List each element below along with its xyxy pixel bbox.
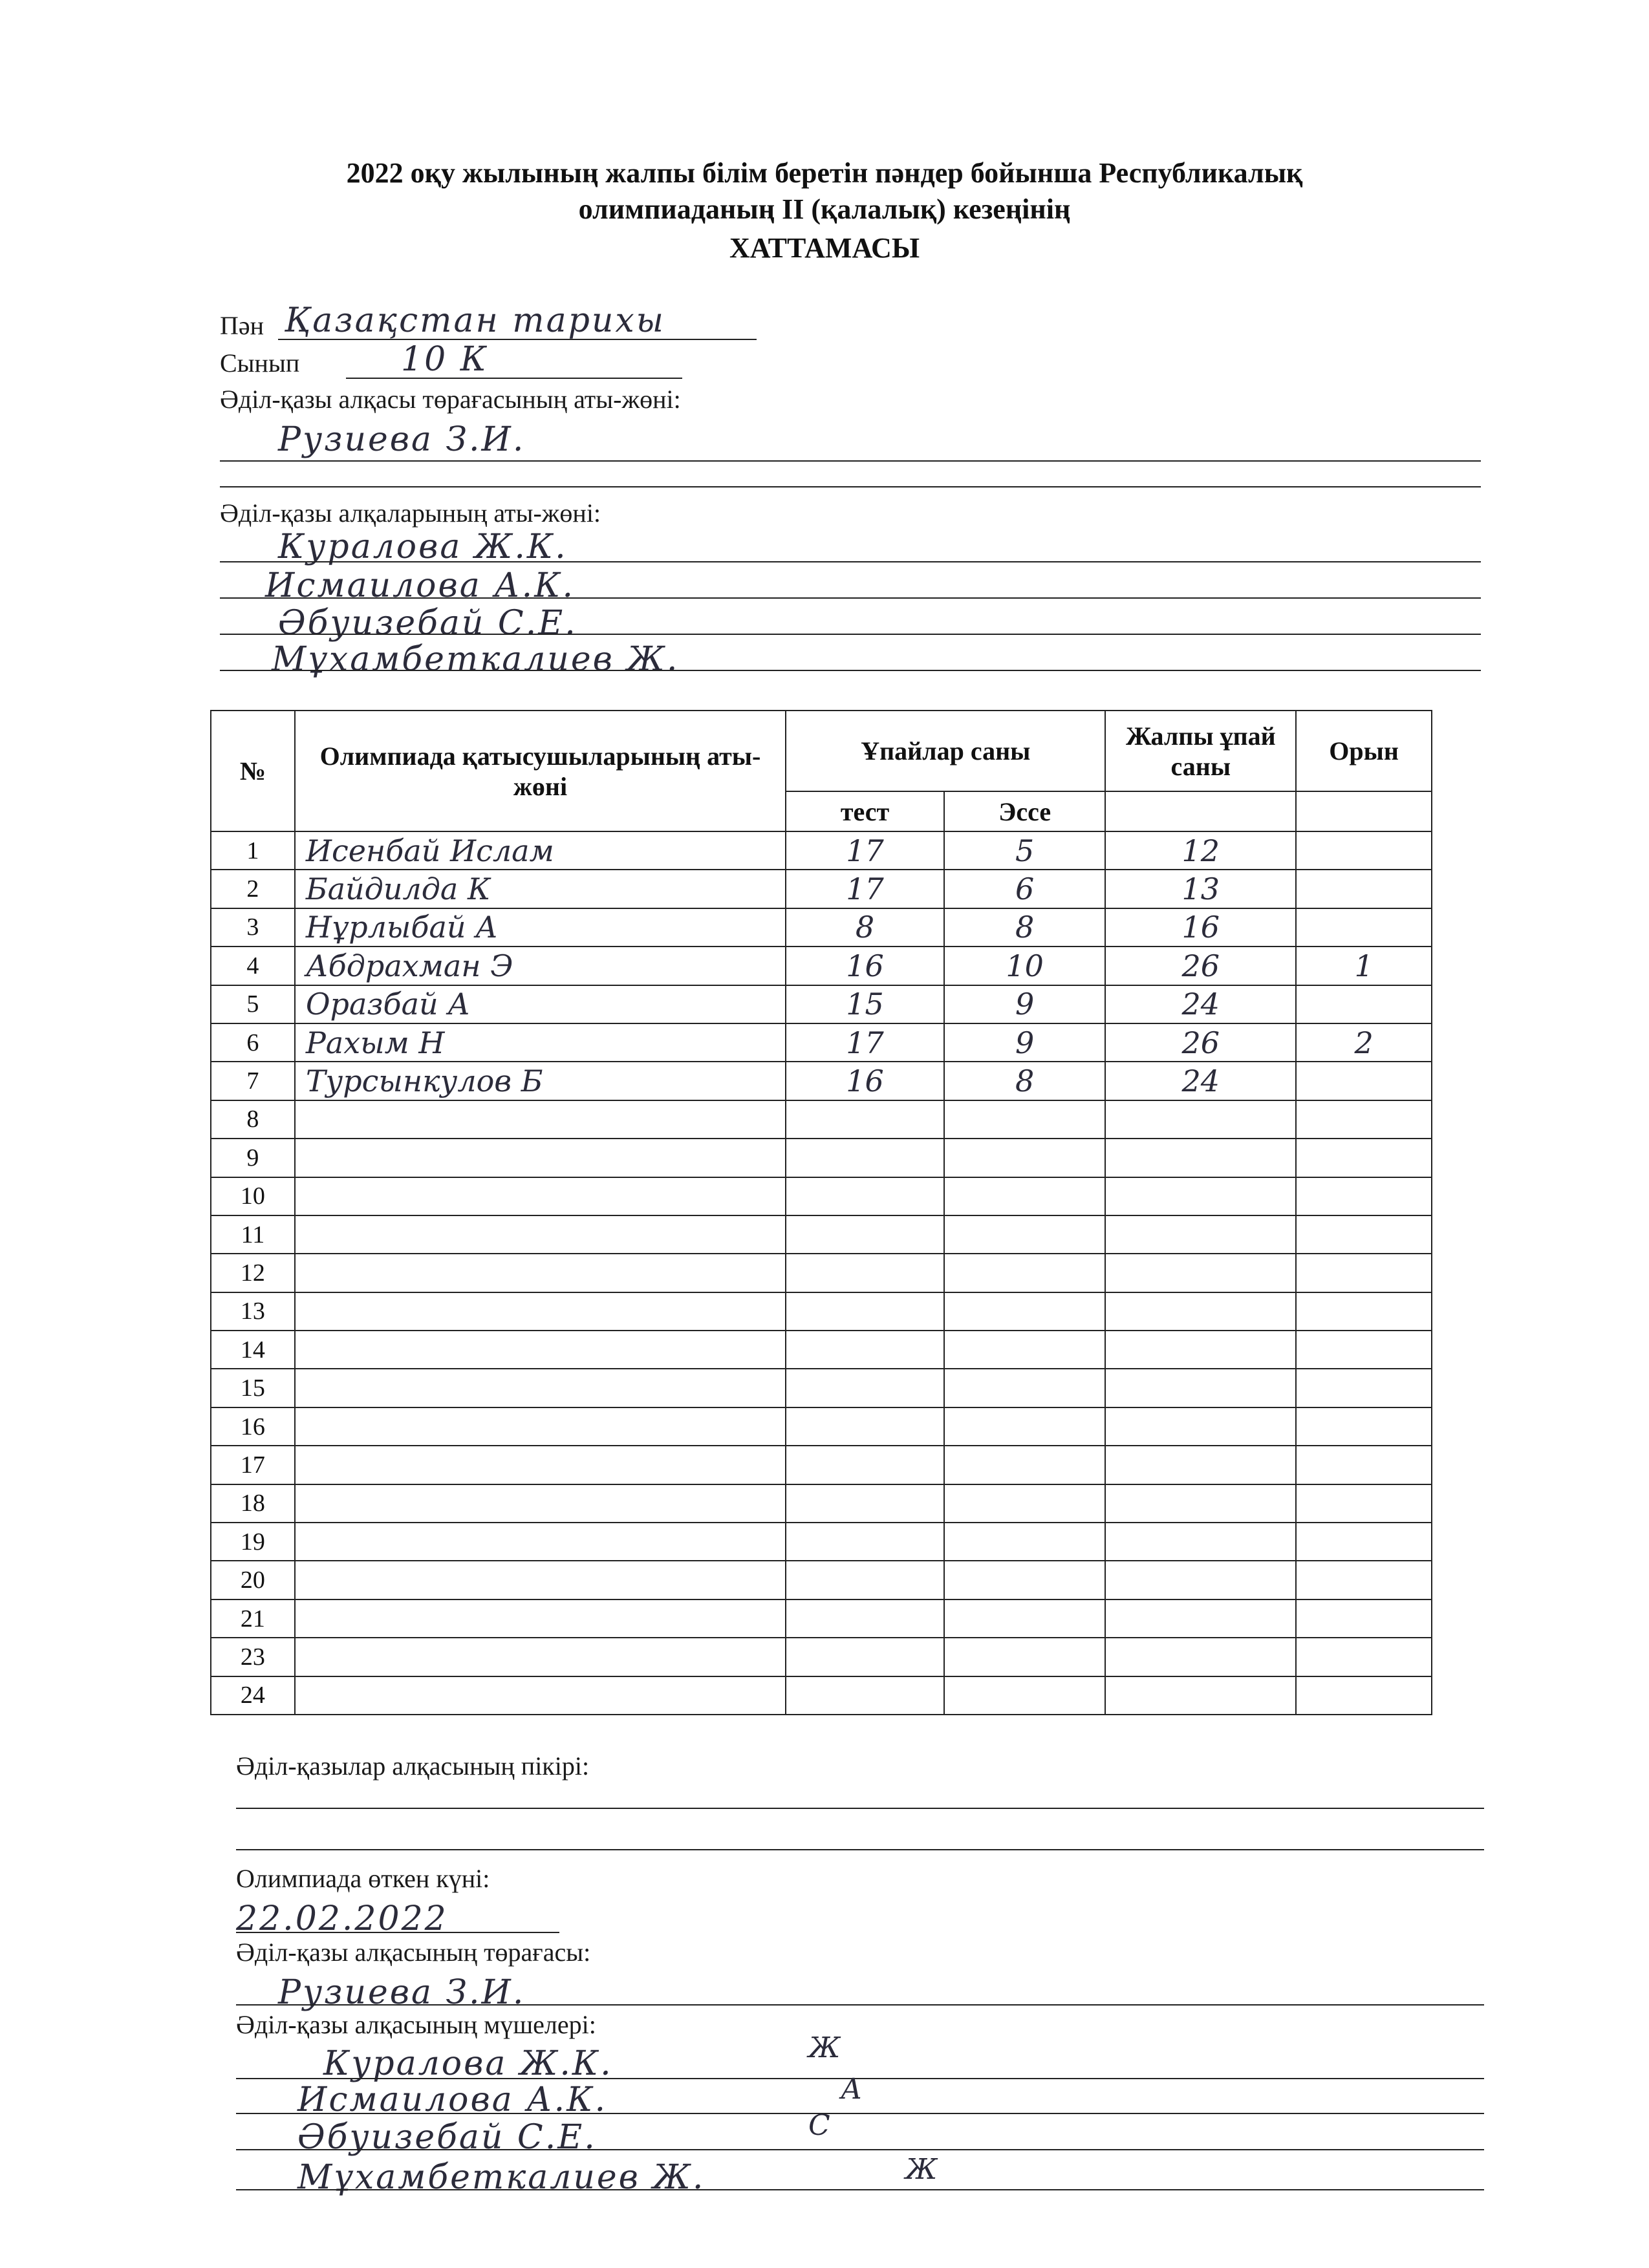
table-row bbox=[211, 1139, 1432, 1177]
members-label: Әділ-қазы алқасының мүшелері: bbox=[236, 2010, 596, 2039]
table-row bbox=[211, 1638, 1432, 1676]
participant-name bbox=[295, 1292, 786, 1331]
essay-score bbox=[944, 1638, 1106, 1676]
total-score bbox=[1105, 1215, 1296, 1254]
table-row bbox=[211, 1561, 1432, 1599]
jury-line bbox=[220, 670, 1481, 671]
place bbox=[1296, 1638, 1432, 1676]
member-name: Исмаилова А.К. bbox=[297, 2081, 607, 2119]
essay-score: 6 bbox=[944, 870, 1106, 908]
test-score bbox=[786, 1254, 944, 1292]
subject-value: Қазақстан тарихы bbox=[285, 301, 666, 340]
table-row bbox=[211, 831, 1432, 870]
essay-score: 9 bbox=[944, 1023, 1106, 1062]
row-number: 12 bbox=[211, 1254, 295, 1292]
row-number: 11 bbox=[211, 1215, 295, 1254]
total-score bbox=[1105, 1100, 1296, 1139]
date-label: Олимпиада өткен күні: bbox=[236, 1864, 490, 1893]
essay-score: 8 bbox=[944, 908, 1106, 947]
member-signature: С bbox=[808, 2109, 830, 2142]
jury-line bbox=[220, 561, 1481, 562]
member-line bbox=[236, 2113, 1484, 2114]
table-row bbox=[211, 1523, 1432, 1561]
place bbox=[1296, 1062, 1432, 1100]
header-line-1: 2022 оқу жылының жалпы білім беретін пәндер бойынша Республикалық bbox=[346, 157, 1303, 189]
essay-score: 9 bbox=[944, 985, 1106, 1023]
chair-line-1 bbox=[220, 460, 1481, 462]
opinion-label: Әділ-қазылар алқасының пікірі: bbox=[236, 1751, 590, 1781]
test-score bbox=[786, 1599, 944, 1638]
place: 1 bbox=[1296, 947, 1432, 985]
test-score: 17 bbox=[786, 1023, 944, 1062]
table-row bbox=[211, 985, 1432, 1023]
place bbox=[1296, 1446, 1432, 1484]
essay-score bbox=[944, 1292, 1106, 1331]
chair-line-2 bbox=[220, 486, 1481, 487]
chair-value: Рузиева З.И. bbox=[278, 420, 526, 459]
test-score: 17 bbox=[786, 831, 944, 870]
jury-line bbox=[220, 597, 1481, 599]
place bbox=[1296, 1676, 1432, 1715]
total-score: 16 bbox=[1105, 908, 1296, 947]
table-row bbox=[211, 1023, 1432, 1062]
place bbox=[1296, 1484, 1432, 1523]
place bbox=[1296, 985, 1432, 1023]
table-row bbox=[211, 1407, 1432, 1446]
essay-score bbox=[944, 1407, 1106, 1446]
essay-score bbox=[944, 1446, 1106, 1484]
date-underline bbox=[236, 1932, 559, 1933]
table-row bbox=[211, 1484, 1432, 1523]
test-score bbox=[786, 1369, 944, 1407]
participant-name bbox=[295, 1561, 786, 1599]
total-score bbox=[1105, 1407, 1296, 1446]
participant-name bbox=[295, 1523, 786, 1561]
table-row bbox=[211, 947, 1432, 985]
subject-underline bbox=[278, 339, 757, 340]
jury-member: Әбуизебай С.Е. bbox=[278, 604, 577, 643]
row-number: 8 bbox=[211, 1100, 295, 1139]
jury-member: Мұхамбеткалиев Ж. bbox=[272, 640, 680, 679]
place bbox=[1296, 1331, 1432, 1369]
row-number: 17 bbox=[211, 1446, 295, 1484]
member-name: Куралова Ж.К. bbox=[323, 2044, 613, 2083]
jury-label: Әділ-қазы алқаларының аты-жөні: bbox=[220, 498, 601, 528]
header-total: Жалпы ұпай саны bbox=[1105, 711, 1296, 791]
essay-score bbox=[944, 1215, 1106, 1254]
member-name: Мұхамбеткалиев Ж. bbox=[297, 2158, 706, 2197]
essay-score bbox=[944, 1331, 1106, 1369]
class-value: 10 К bbox=[401, 340, 488, 379]
jury-line bbox=[220, 634, 1481, 635]
header-test: тест bbox=[786, 791, 944, 831]
participant-name: Турсынкулов Б bbox=[295, 1062, 786, 1100]
participant-name bbox=[295, 1369, 786, 1407]
member-signature: Ж bbox=[808, 2031, 841, 2064]
participant-name bbox=[295, 1484, 786, 1523]
row-number: 21 bbox=[211, 1599, 295, 1638]
row-number: 6 bbox=[211, 1023, 295, 1062]
test-score: 8 bbox=[786, 908, 944, 947]
participant-name bbox=[295, 1215, 786, 1254]
total-score: 26 bbox=[1105, 947, 1296, 985]
test-score: 16 bbox=[786, 1062, 944, 1100]
essay-score bbox=[944, 1523, 1106, 1561]
total-score bbox=[1105, 1638, 1296, 1676]
header-place-sub bbox=[1296, 791, 1432, 831]
essay-score bbox=[944, 1100, 1106, 1139]
test-score bbox=[786, 1215, 944, 1254]
participant-name: Байдилда К bbox=[295, 870, 786, 908]
essay-score bbox=[944, 1484, 1106, 1523]
table-row bbox=[211, 1369, 1432, 1407]
place bbox=[1296, 1215, 1432, 1254]
participant-name: Исенбай Ислам bbox=[295, 831, 786, 870]
row-number: 13 bbox=[211, 1292, 295, 1331]
participant-name bbox=[295, 1100, 786, 1139]
test-score bbox=[786, 1100, 944, 1139]
member-line bbox=[236, 2149, 1484, 2150]
jury-member: Куралова Ж.К. bbox=[278, 528, 568, 566]
essay-score bbox=[944, 1599, 1106, 1638]
table-row bbox=[211, 1062, 1432, 1100]
place bbox=[1296, 1407, 1432, 1446]
place bbox=[1296, 1599, 1432, 1638]
essay-score bbox=[944, 1369, 1106, 1407]
total-score bbox=[1105, 1561, 1296, 1599]
place bbox=[1296, 831, 1432, 870]
row-number: 24 bbox=[211, 1676, 295, 1715]
row-number: 5 bbox=[211, 985, 295, 1023]
header-line-3: ХАТТАМАСЫ bbox=[729, 232, 920, 264]
row-number: 14 bbox=[211, 1331, 295, 1369]
participant-name: Рахым Н bbox=[295, 1023, 786, 1062]
test-score bbox=[786, 1292, 944, 1331]
test-score bbox=[786, 1561, 944, 1599]
class-underline bbox=[346, 378, 682, 379]
results-table bbox=[210, 710, 1432, 1715]
total-score bbox=[1105, 1599, 1296, 1638]
date-value: 22.02.2022 bbox=[236, 1899, 448, 1938]
row-number: 3 bbox=[211, 908, 295, 947]
place bbox=[1296, 1177, 1432, 1215]
place bbox=[1296, 1139, 1432, 1177]
test-score: 16 bbox=[786, 947, 944, 985]
table-row bbox=[211, 1100, 1432, 1139]
table-row bbox=[211, 1446, 1432, 1484]
total-score: 24 bbox=[1105, 985, 1296, 1023]
row-number: 1 bbox=[211, 831, 295, 870]
place bbox=[1296, 1369, 1432, 1407]
test-score bbox=[786, 1139, 944, 1177]
header-no: № bbox=[211, 711, 295, 831]
class-label: Сынып bbox=[220, 348, 300, 378]
header-essay: Эссе bbox=[944, 791, 1106, 831]
footer-chair-line bbox=[236, 2004, 1484, 2006]
participant-name bbox=[295, 1446, 786, 1484]
participant-name: Нұрлыбай А bbox=[295, 908, 786, 947]
participant-name bbox=[295, 1676, 786, 1715]
essay-score: 5 bbox=[944, 831, 1106, 870]
row-number: 16 bbox=[211, 1407, 295, 1446]
participant-name bbox=[295, 1331, 786, 1369]
member-signature: Ж bbox=[905, 2153, 938, 2186]
row-number: 9 bbox=[211, 1139, 295, 1177]
participant-name bbox=[295, 1254, 786, 1292]
test-score bbox=[786, 1638, 944, 1676]
total-score: 26 bbox=[1105, 1023, 1296, 1062]
table-row bbox=[211, 870, 1432, 908]
header-name: Олимпиада қатысушыларының аты-жөні bbox=[295, 711, 786, 831]
subject-label: Пән bbox=[220, 311, 264, 340]
place bbox=[1296, 1100, 1432, 1139]
participant-name bbox=[295, 1407, 786, 1446]
test-score bbox=[786, 1331, 944, 1369]
table-row bbox=[211, 1676, 1432, 1715]
place bbox=[1296, 1254, 1432, 1292]
place bbox=[1296, 908, 1432, 947]
header-total-sub bbox=[1105, 791, 1296, 831]
test-score bbox=[786, 1446, 944, 1484]
place bbox=[1296, 1292, 1432, 1331]
member-signature: А bbox=[841, 2073, 863, 2106]
table-row bbox=[211, 1254, 1432, 1292]
place bbox=[1296, 1523, 1432, 1561]
footer-chair-label: Әділ-қазы алқасының төрағасы: bbox=[236, 1938, 591, 1967]
row-number: 10 bbox=[211, 1177, 295, 1215]
table-row bbox=[211, 1215, 1432, 1254]
table-row bbox=[211, 1292, 1432, 1331]
row-number: 7 bbox=[211, 1062, 295, 1100]
total-score: 12 bbox=[1105, 831, 1296, 870]
test-score bbox=[786, 1484, 944, 1523]
row-number: 4 bbox=[211, 947, 295, 985]
test-score bbox=[786, 1523, 944, 1561]
essay-score: 10 bbox=[944, 947, 1106, 985]
table-body bbox=[211, 831, 1432, 1715]
participant-name: Оразбай А bbox=[295, 985, 786, 1023]
test-score: 17 bbox=[786, 870, 944, 908]
header-scores: Ұпайлар саны bbox=[786, 711, 1105, 791]
total-score bbox=[1105, 1254, 1296, 1292]
total-score: 24 bbox=[1105, 1062, 1296, 1100]
opinion-line-1 bbox=[236, 1808, 1484, 1809]
participant-name bbox=[295, 1638, 786, 1676]
essay-score bbox=[944, 1254, 1106, 1292]
essay-score bbox=[944, 1561, 1106, 1599]
member-line bbox=[236, 2189, 1484, 2190]
row-number: 23 bbox=[211, 1638, 295, 1676]
participant-name bbox=[295, 1599, 786, 1638]
total-score bbox=[1105, 1523, 1296, 1561]
essay-score: 8 bbox=[944, 1062, 1106, 1100]
row-number: 2 bbox=[211, 870, 295, 908]
table-row bbox=[211, 1331, 1432, 1369]
footer-chair-value: Рузиева З.И. bbox=[278, 1973, 526, 2012]
test-score bbox=[786, 1407, 944, 1446]
place bbox=[1296, 870, 1432, 908]
jury-member: Исмаилова А.К. bbox=[265, 566, 575, 605]
total-score: 13 bbox=[1105, 870, 1296, 908]
header-place: Орын bbox=[1296, 711, 1432, 791]
total-score bbox=[1105, 1369, 1296, 1407]
total-score bbox=[1105, 1177, 1296, 1215]
test-score: 15 bbox=[786, 985, 944, 1023]
total-score bbox=[1105, 1331, 1296, 1369]
row-number: 20 bbox=[211, 1561, 295, 1599]
table-row bbox=[211, 1177, 1432, 1215]
place: 2 bbox=[1296, 1023, 1432, 1062]
test-score bbox=[786, 1676, 944, 1715]
total-score bbox=[1105, 1292, 1296, 1331]
opinion-line-2 bbox=[236, 1849, 1484, 1850]
total-score bbox=[1105, 1446, 1296, 1484]
header-line-2: олимпиаданың II (қалалық) кезеңінің bbox=[578, 193, 1071, 225]
test-score bbox=[786, 1177, 944, 1215]
chair-label: Әділ-қазы алқасы төрағасының аты-жөні: bbox=[220, 385, 681, 414]
row-number: 19 bbox=[211, 1523, 295, 1561]
table-row bbox=[211, 1599, 1432, 1638]
essay-score bbox=[944, 1676, 1106, 1715]
essay-score bbox=[944, 1139, 1106, 1177]
total-score bbox=[1105, 1139, 1296, 1177]
participant-name bbox=[295, 1177, 786, 1215]
row-number: 15 bbox=[211, 1369, 295, 1407]
participant-name bbox=[295, 1139, 786, 1177]
row-number: 18 bbox=[211, 1484, 295, 1523]
essay-score bbox=[944, 1177, 1106, 1215]
member-name: Әбуизебай С.Е. bbox=[297, 2118, 597, 2157]
table-row bbox=[211, 908, 1432, 947]
participant-name: Абдрахман Э bbox=[295, 947, 786, 985]
place bbox=[1296, 1561, 1432, 1599]
total-score bbox=[1105, 1676, 1296, 1715]
total-score bbox=[1105, 1484, 1296, 1523]
